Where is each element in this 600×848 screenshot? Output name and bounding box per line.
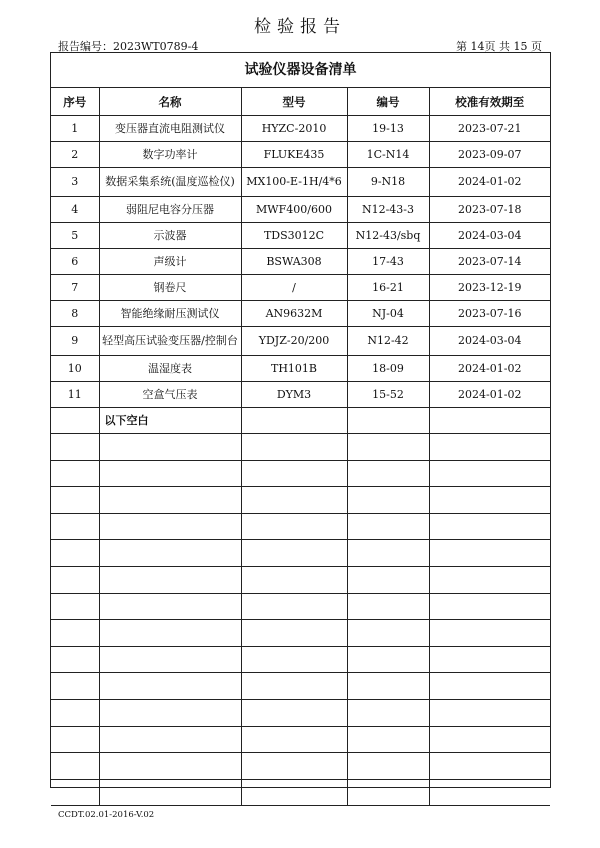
empty-cell [347,753,429,780]
empty-cell [51,460,99,487]
empty-cell [99,699,241,726]
empty-cell [347,673,429,700]
empty-cell [347,779,429,806]
equipment-number: 18-09 [347,356,429,382]
empty-cell [99,620,241,647]
empty-cell [429,566,550,593]
table-row [51,168,550,197]
empty-cell [51,779,99,806]
blank-row [51,753,550,780]
calibration-date: 2024-01-02 [429,168,550,197]
equipment-model: FLUKE435 [241,142,347,168]
blank-row [51,699,550,726]
empty-cell [429,646,550,673]
row-index: 8 [51,301,99,327]
empty-cell [429,513,550,540]
empty-cell [241,620,347,647]
equipment-name: 空盒气压表 [99,382,241,408]
header-cell: 序号 [51,88,99,116]
equipment-name: 声级计 [99,249,241,275]
row-index: 5 [51,223,99,249]
equipment-model: TDS3012C [241,223,347,249]
table-row [51,275,550,301]
empty-cell [241,779,347,806]
empty-cell [347,513,429,540]
empty-cell [347,434,429,461]
equipment-number: 17-43 [347,249,429,275]
empty-cell [241,434,347,461]
row-index: 6 [51,249,99,275]
empty-cell [347,593,429,620]
empty-cell [429,593,550,620]
table-title: 试验仪器设备清单 [51,53,550,88]
empty-cell [347,699,429,726]
blank-row [51,540,550,567]
blank-row [51,566,550,593]
empty-cell [51,540,99,567]
calibration-date: 2023-07-16 [429,301,550,327]
empty-cell [51,726,99,753]
table-row [51,142,550,168]
empty-cell [347,408,429,434]
equipment-number: NJ-04 [347,301,429,327]
empty-cell [51,646,99,673]
header-cell: 校准有效期至 [429,88,550,116]
header-row [51,88,550,116]
empty-cell [99,540,241,567]
empty-cell [99,566,241,593]
blank-row [51,646,550,673]
empty-cell [347,646,429,673]
row-index: 1 [51,116,99,142]
table-row [51,249,550,275]
equipment-model: MWF400/600 [241,197,347,223]
empty-cell [347,620,429,647]
empty-cell [429,753,550,780]
row-index: 10 [51,356,99,382]
equipment-name: 弱阻尼电容分压器 [99,197,241,223]
calibration-date: 2024-01-02 [429,382,550,408]
report-number: 报告编号：2023WT0789-4 [58,40,199,53]
blank-row [51,434,550,461]
empty-cell [99,487,241,514]
empty-cell [241,540,347,567]
calibration-date: 2023-07-21 [429,116,550,142]
equipment-model: TH101B [241,356,347,382]
empty-cell [429,779,550,806]
blank-row [51,620,550,647]
form-code: CCDT.02.01-2016-V.02 [58,810,155,820]
empty-cell [51,487,99,514]
blank-row [51,593,550,620]
empty-cell [347,540,429,567]
calibration-date: 2023-07-18 [429,197,550,223]
equipment-number: 16-21 [347,275,429,301]
empty-cell [99,726,241,753]
empty-cell [51,408,99,434]
blank-row [51,487,550,514]
equipment-number: N12-42 [347,327,429,356]
empty-cell [241,726,347,753]
calibration-date: 2024-03-04 [429,327,550,356]
header-cell: 型号 [241,88,347,116]
empty-cell [51,673,99,700]
empty-cell [241,460,347,487]
empty-cell [429,487,550,514]
equipment-name: 温湿度表 [99,356,241,382]
empty-cell [241,408,347,434]
equipment-model: YDJZ-20/200 [241,327,347,356]
equipment-model: MX100-E-1H/4*6 [241,168,347,197]
empty-cell [51,566,99,593]
empty-cell [241,487,347,514]
table-row [51,223,550,249]
empty-cell [429,460,550,487]
empty-cell [51,593,99,620]
equipment-model: HYZC-2010 [241,116,347,142]
empty-cell [429,434,550,461]
equipment-name: 数字功率计 [99,142,241,168]
empty-cell [241,646,347,673]
row-index: 9 [51,327,99,356]
empty-cell [99,460,241,487]
blank-row [51,460,550,487]
empty-cell [429,699,550,726]
calibration-date: 2023-09-07 [429,142,550,168]
table-row [51,327,550,356]
equipment-name: 智能绝缘耐压测试仪 [99,301,241,327]
row-index: 4 [51,197,99,223]
row-index: 11 [51,382,99,408]
equipment-name: 轻型高压试验变压器/控制台 [99,327,241,356]
empty-cell [429,673,550,700]
empty-cell [99,513,241,540]
equipment-number: 15-52 [347,382,429,408]
equipment-name: 数据采集系统(温度巡检仪) [99,168,241,197]
empty-cell [99,593,241,620]
empty-cell [429,620,550,647]
calibration-date: 2023-12-19 [429,275,550,301]
calibration-date: 2024-01-02 [429,356,550,382]
equipment-model: DYM3 [241,382,347,408]
equipment-number: 1C-N14 [347,142,429,168]
table-row [51,301,550,327]
empty-cell [241,753,347,780]
table-row [51,197,550,223]
empty-cell [347,460,429,487]
equipment-list-frame [50,52,551,788]
empty-cell [99,673,241,700]
empty-cell [51,620,99,647]
empty-cell [51,753,99,780]
header-cell: 编号 [347,88,429,116]
empty-cell [241,673,347,700]
empty-cell [429,726,550,753]
empty-cell [241,513,347,540]
table-row [51,356,550,382]
blank-row [51,513,550,540]
equipment-number: 19-13 [347,116,429,142]
empty-cell [51,699,99,726]
equipment-name: 变压器直流电阻测试仪 [99,116,241,142]
empty-cell [99,753,241,780]
calibration-date: 2024-03-04 [429,223,550,249]
empty-cell [347,726,429,753]
empty-cell [429,408,550,434]
document-title: 检验报告 [254,17,346,37]
equipment-name: 钢卷尺 [99,275,241,301]
equipment-model: AN9632M [241,301,347,327]
empty-cell [241,593,347,620]
table-row [51,116,550,142]
calibration-date: 2023-07-14 [429,249,550,275]
blank-row [51,726,550,753]
empty-cell [241,566,347,593]
empty-cell [347,487,429,514]
empty-cell [51,434,99,461]
equipment-number: 9-N18 [347,168,429,197]
equipment-model: BSWA308 [241,249,347,275]
equipment-table [51,88,550,806]
row-index: 2 [51,142,99,168]
row-index: 7 [51,275,99,301]
end-note: 以下空白 [99,408,241,434]
empty-cell [99,779,241,806]
equipment-name: 示波器 [99,223,241,249]
blank-row [51,779,550,806]
empty-cell [99,646,241,673]
equipment-number: N12-43/sbq [347,223,429,249]
end-note-row [51,408,550,434]
empty-cell [99,434,241,461]
page-info: 第 14页 共 15 页 [456,40,542,53]
empty-cell [241,699,347,726]
row-index: 3 [51,168,99,197]
empty-cell [347,566,429,593]
equipment-model: / [241,275,347,301]
header-cell: 名称 [99,88,241,116]
empty-cell [51,513,99,540]
table-row [51,382,550,408]
empty-cell [429,540,550,567]
blank-row [51,673,550,700]
equipment-number: N12-43-3 [347,197,429,223]
